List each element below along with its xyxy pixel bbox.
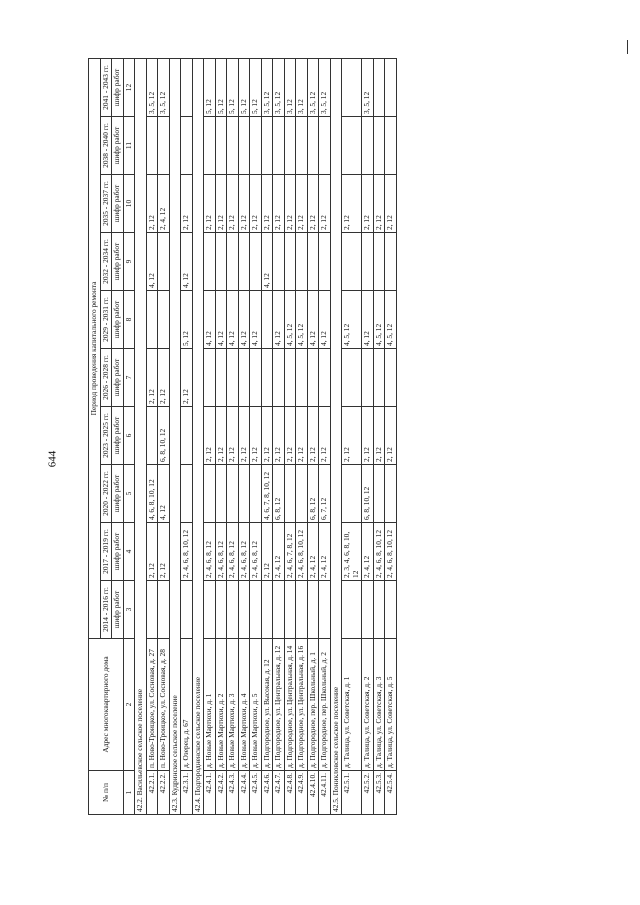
work-codes-cell: 2, 4, 12 bbox=[158, 175, 170, 233]
work-codes-cell bbox=[342, 349, 362, 407]
header-colnum: 11 bbox=[123, 117, 135, 175]
row-index: 42.5.2. bbox=[362, 771, 374, 815]
header-address: Адрес многоквартирного дома bbox=[89, 639, 124, 771]
header-sub: шифр работ bbox=[112, 58, 124, 116]
header-period: 2038 - 2040 гг. bbox=[100, 117, 112, 175]
work-codes-cell: 2, 12 bbox=[296, 175, 308, 233]
row-index: 42.5.1. bbox=[342, 771, 362, 815]
table-header bbox=[89, 58, 135, 814]
row-address: д. Новые Мартюхи, д. 5 bbox=[250, 639, 262, 771]
work-codes-cell: 3, 12 bbox=[284, 58, 296, 116]
table-row bbox=[158, 58, 170, 814]
work-codes-cell: 5, 12 bbox=[204, 58, 216, 116]
work-codes-cell bbox=[204, 581, 216, 639]
work-codes-cell: 2, 12 bbox=[273, 175, 285, 233]
work-codes-cell: 2, 4, 6, 8, 12 bbox=[204, 523, 216, 581]
work-codes-cell: 4, 5, 12 bbox=[296, 291, 308, 349]
work-codes-cell: 3, 5, 12 bbox=[261, 58, 273, 116]
work-codes-cell: 2, 4, 12 bbox=[273, 523, 285, 581]
header-colnum: 2 bbox=[123, 639, 135, 771]
work-codes-cell: 2, 4, 6, 7, 8, 12 bbox=[284, 523, 296, 581]
work-codes-cell: 2, 12 bbox=[227, 407, 239, 465]
row-index: 42.4.9. bbox=[296, 771, 308, 815]
work-codes-cell bbox=[273, 233, 285, 291]
work-codes-cell: 4, 12 bbox=[204, 291, 216, 349]
work-codes-cell bbox=[250, 581, 262, 639]
header-period: 2020 - 2022 гг. bbox=[100, 465, 112, 523]
row-index: 42.4.3. bbox=[227, 771, 239, 815]
row-address: д. Талица, ул. Советская, д. 2 bbox=[362, 639, 374, 771]
work-codes-cell bbox=[296, 465, 308, 523]
row-address: д. Новые Мартюхи, д. 2 bbox=[215, 639, 227, 771]
work-codes-cell bbox=[319, 349, 331, 407]
work-codes-cell: 2, 12 bbox=[227, 175, 239, 233]
work-codes-cell: 2, 12 bbox=[215, 175, 227, 233]
work-codes-cell: 2, 12 bbox=[307, 407, 319, 465]
table-row bbox=[250, 58, 262, 814]
work-codes-cell: 4, 12 bbox=[146, 233, 158, 291]
work-codes-cell bbox=[385, 233, 397, 291]
work-codes-cell bbox=[215, 465, 227, 523]
work-codes-cell: 4, 12 bbox=[250, 291, 262, 349]
work-codes-cell bbox=[227, 117, 239, 175]
work-codes-cell bbox=[227, 233, 239, 291]
row-index: 42.2.2. bbox=[158, 771, 170, 815]
work-codes-cell bbox=[273, 117, 285, 175]
work-codes-cell: 2, 12 bbox=[273, 407, 285, 465]
work-codes-cell: 4, 5, 12 bbox=[284, 291, 296, 349]
work-codes-cell bbox=[146, 291, 158, 349]
work-codes-cell: 4, 12 bbox=[273, 291, 285, 349]
work-codes-cell: 3, 5, 12 bbox=[307, 58, 319, 116]
work-codes-cell: 3, 5, 12 bbox=[319, 58, 331, 116]
work-codes-cell bbox=[284, 465, 296, 523]
table-row bbox=[296, 58, 308, 814]
work-codes-cell bbox=[307, 581, 319, 639]
work-codes-cell bbox=[158, 233, 170, 291]
work-codes-cell bbox=[307, 349, 319, 407]
work-codes-cell bbox=[273, 581, 285, 639]
section-row bbox=[169, 58, 181, 814]
work-codes-cell bbox=[385, 581, 397, 639]
work-codes-cell: 2, 12 bbox=[342, 407, 362, 465]
work-codes-cell: 2, 12 bbox=[204, 175, 216, 233]
work-codes-cell bbox=[307, 233, 319, 291]
work-codes-cell: 2, 4, 6, 8, 10, 12 bbox=[373, 523, 385, 581]
header-sub: шифр работ bbox=[112, 291, 124, 349]
work-codes-cell: 6, 8, 10, 12 bbox=[362, 465, 374, 523]
work-codes-cell bbox=[146, 581, 158, 639]
work-codes-cell: 4, 5, 12 bbox=[342, 291, 362, 349]
header-colnum: 4 bbox=[123, 523, 135, 581]
work-codes-cell bbox=[181, 465, 193, 523]
table-row bbox=[204, 58, 216, 814]
work-codes-cell bbox=[181, 117, 193, 175]
row-address: д. Талица, ул. Советская, д. 1 bbox=[342, 639, 362, 771]
header-sub: шифр работ bbox=[112, 407, 124, 465]
work-codes-cell bbox=[284, 349, 296, 407]
row-address: п. Ново-Троицкое, ул. Сосновая, д. 28 bbox=[158, 639, 170, 771]
work-codes-cell: 2, 4, 6, 8, 10, 12 bbox=[296, 523, 308, 581]
work-codes-cell: 2, 12 bbox=[250, 175, 262, 233]
row-index: 42.4.6. bbox=[261, 771, 273, 815]
work-codes-cell: 3, 5, 12 bbox=[146, 58, 158, 116]
header-sub: шифр работ bbox=[112, 465, 124, 523]
work-codes-cell bbox=[238, 117, 250, 175]
work-codes-cell: 4, 6, 7, 8, 10, 12 bbox=[261, 465, 273, 523]
work-codes-cell: 2, 12 bbox=[296, 407, 308, 465]
header-colnum: 10 bbox=[123, 175, 135, 233]
header-period: 2035 - 2037 гг. bbox=[100, 175, 112, 233]
work-codes-cell: 2, 12 bbox=[261, 523, 273, 581]
row-index: 42.4.8. bbox=[284, 771, 296, 815]
work-codes-cell: 3, 12 bbox=[296, 58, 308, 116]
table-row bbox=[227, 58, 239, 814]
work-codes-cell bbox=[146, 407, 158, 465]
section-row bbox=[192, 58, 204, 814]
work-codes-cell bbox=[296, 117, 308, 175]
work-codes-cell: 2, 12 bbox=[250, 407, 262, 465]
work-codes-cell bbox=[319, 233, 331, 291]
work-codes-cell bbox=[373, 581, 385, 639]
work-codes-cell bbox=[273, 349, 285, 407]
work-codes-cell bbox=[181, 407, 193, 465]
work-codes-cell bbox=[342, 117, 362, 175]
row-address: д. Талица, ул. Советская, д. 5 bbox=[385, 639, 397, 771]
table-body bbox=[135, 58, 397, 814]
work-codes-cell bbox=[373, 117, 385, 175]
row-index: 42.4.4. bbox=[238, 771, 250, 815]
row-index: 42.2.1. bbox=[146, 771, 158, 815]
work-codes-cell: 2, 12 bbox=[373, 407, 385, 465]
work-codes-cell bbox=[215, 349, 227, 407]
header-colnum: 8 bbox=[123, 291, 135, 349]
section-title: 42.2. Васильевское сельское поселение bbox=[135, 58, 147, 814]
work-codes-cell: 4, 6, 8, 10, 12 bbox=[146, 465, 158, 523]
work-codes-cell bbox=[227, 349, 239, 407]
work-codes-cell bbox=[238, 465, 250, 523]
section-title: 42.3. Кудринское сельское поселение bbox=[169, 58, 181, 814]
header-period: 2029 - 2031 гг. bbox=[100, 291, 112, 349]
header-colnum: 1 bbox=[123, 771, 135, 815]
header-period: 2023 - 2025 гг. bbox=[100, 407, 112, 465]
work-codes-cell bbox=[373, 58, 385, 116]
work-codes-cell bbox=[319, 581, 331, 639]
table-row bbox=[362, 58, 374, 814]
work-codes-cell: 6, 8, 10, 12 bbox=[158, 407, 170, 465]
section-row bbox=[135, 58, 147, 814]
work-codes-cell bbox=[158, 291, 170, 349]
work-codes-cell bbox=[385, 465, 397, 523]
table-row bbox=[319, 58, 331, 814]
table-row bbox=[373, 58, 385, 814]
section-title: 42.5. Поникловское сельское поселение bbox=[330, 58, 342, 814]
table-row bbox=[238, 58, 250, 814]
work-codes-cell: 2, 12 bbox=[362, 175, 374, 233]
work-codes-cell: 2, 12 bbox=[158, 349, 170, 407]
row-index: 42.4.10. bbox=[307, 771, 319, 815]
work-codes-cell bbox=[342, 58, 362, 116]
work-codes-cell bbox=[158, 581, 170, 639]
header-num: № п/п bbox=[89, 771, 124, 815]
work-codes-cell: 2, 12 bbox=[146, 523, 158, 581]
work-codes-cell bbox=[215, 581, 227, 639]
work-codes-cell bbox=[181, 58, 193, 116]
table-row bbox=[342, 58, 362, 814]
header-sub: шифр работ bbox=[112, 233, 124, 291]
table-row bbox=[385, 58, 397, 814]
work-codes-cell: 4, 5, 12 bbox=[373, 291, 385, 349]
work-codes-cell: 2, 4, 6, 8, 10, 12 bbox=[385, 523, 397, 581]
work-codes-cell bbox=[284, 117, 296, 175]
table-row bbox=[215, 58, 227, 814]
row-address: д. Подгородное, ул. Центральная, д. 14 bbox=[284, 639, 296, 771]
header-period: 2017 - 2019 гг. bbox=[100, 523, 112, 581]
work-codes-cell bbox=[342, 233, 362, 291]
row-index: 42.4.1. bbox=[204, 771, 216, 815]
work-codes-cell bbox=[158, 117, 170, 175]
work-codes-cell bbox=[307, 117, 319, 175]
header-row-1 bbox=[89, 58, 101, 814]
work-codes-cell bbox=[227, 581, 239, 639]
work-codes-cell bbox=[385, 58, 397, 116]
work-codes-cell bbox=[284, 233, 296, 291]
work-codes-cell: 4, 5, 12 bbox=[385, 291, 397, 349]
work-codes-cell bbox=[362, 117, 374, 175]
work-codes-cell: 6, 7, 12 bbox=[319, 465, 331, 523]
row-address: д. Озерец, д. 67 bbox=[181, 639, 193, 771]
work-codes-cell bbox=[238, 581, 250, 639]
work-codes-cell: 2, 12 bbox=[307, 175, 319, 233]
work-codes-cell: 4, 12 bbox=[362, 291, 374, 349]
work-codes-cell bbox=[181, 581, 193, 639]
work-codes-cell bbox=[250, 233, 262, 291]
work-codes-cell bbox=[250, 117, 262, 175]
work-codes-cell bbox=[284, 581, 296, 639]
work-codes-cell: 2, 12 bbox=[284, 175, 296, 233]
work-codes-cell: 2, 12 bbox=[238, 175, 250, 233]
row-index: 42.3.1. bbox=[181, 771, 193, 815]
work-codes-cell: 4, 12 bbox=[227, 291, 239, 349]
work-codes-cell: 6, 8, 12 bbox=[273, 465, 285, 523]
work-codes-cell: 2, 12 bbox=[385, 175, 397, 233]
work-codes-cell: 2, 4, 6, 8, 12 bbox=[215, 523, 227, 581]
work-codes-cell: 4, 12 bbox=[158, 465, 170, 523]
row-address: д. Новые Мартюхи, д. 1 bbox=[204, 639, 216, 771]
repair-schedule-sheet bbox=[88, 59, 397, 815]
work-codes-cell bbox=[362, 581, 374, 639]
work-codes-cell bbox=[373, 233, 385, 291]
work-codes-cell: 2, 12 bbox=[181, 175, 193, 233]
work-codes-cell bbox=[204, 233, 216, 291]
work-codes-cell: 2, 4, 12 bbox=[319, 523, 331, 581]
work-codes-cell bbox=[296, 349, 308, 407]
work-codes-cell bbox=[238, 349, 250, 407]
work-codes-cell: 2, 4, 6, 8, 10, 12 bbox=[181, 523, 193, 581]
row-index: 42.4.5. bbox=[250, 771, 262, 815]
work-codes-cell: 5, 12 bbox=[227, 58, 239, 116]
work-codes-cell bbox=[250, 465, 262, 523]
work-codes-cell: 3, 5, 12 bbox=[362, 58, 374, 116]
row-address: д. Новые Мартюхи, д. 4 bbox=[238, 639, 250, 771]
work-codes-cell bbox=[373, 349, 385, 407]
work-codes-cell bbox=[261, 117, 273, 175]
work-codes-cell bbox=[250, 349, 262, 407]
header-period: 2026 - 2028 гг. bbox=[100, 349, 112, 407]
row-index: 42.4.7. bbox=[273, 771, 285, 815]
table-row bbox=[273, 58, 285, 814]
work-codes-cell: 2, 4, 6, 8, 12 bbox=[250, 523, 262, 581]
work-codes-cell: 6, 8, 12 bbox=[307, 465, 319, 523]
work-codes-cell: 5, 12 bbox=[238, 58, 250, 116]
work-codes-cell: 5, 12 bbox=[181, 291, 193, 349]
header-period: 2041 - 2043 гг. bbox=[100, 58, 112, 116]
work-codes-cell: 2, 12 bbox=[181, 349, 193, 407]
header-sub: шифр работ bbox=[112, 349, 124, 407]
row-index: 42.4.2. bbox=[215, 771, 227, 815]
work-codes-cell: 4, 12 bbox=[181, 233, 193, 291]
work-codes-cell: 2, 4, 6, 8, 12 bbox=[238, 523, 250, 581]
row-address: д. Талица, ул. Советская, д. 3 bbox=[373, 639, 385, 771]
header-colnum: 9 bbox=[123, 233, 135, 291]
work-codes-cell bbox=[227, 465, 239, 523]
work-codes-cell: 2, 4, 12 bbox=[307, 523, 319, 581]
row-address: д. Подгородное, ул. Высокая, д. 12 bbox=[261, 639, 273, 771]
work-codes-cell bbox=[373, 465, 385, 523]
work-codes-cell: 5, 12 bbox=[215, 58, 227, 116]
header-sub: шифр работ bbox=[112, 581, 124, 639]
header-colnum: 6 bbox=[123, 407, 135, 465]
header-period-title: Период проведения капитального ремонта bbox=[89, 58, 101, 638]
row-address: д. Подгородное, пер. Школьный, д. 2 bbox=[319, 639, 331, 771]
row-address: д. Подгородное, пер. Школьный, д. 1 bbox=[307, 639, 319, 771]
work-codes-cell bbox=[261, 349, 273, 407]
work-codes-cell bbox=[362, 233, 374, 291]
work-codes-cell: 3, 5, 12 bbox=[273, 58, 285, 116]
work-codes-cell: 2, 12 bbox=[319, 175, 331, 233]
work-codes-cell: 2, 12 bbox=[261, 407, 273, 465]
table-row bbox=[261, 58, 273, 814]
work-codes-cell bbox=[342, 465, 362, 523]
row-index: 42.5.4. bbox=[385, 771, 397, 815]
work-codes-cell: 5, 12 bbox=[250, 58, 262, 116]
work-codes-cell: 2, 12 bbox=[373, 175, 385, 233]
work-codes-cell: 4, 12 bbox=[238, 291, 250, 349]
work-codes-cell: 2, 12 bbox=[238, 407, 250, 465]
work-codes-cell: 4, 12 bbox=[319, 291, 331, 349]
work-codes-cell bbox=[238, 233, 250, 291]
table-row bbox=[181, 58, 193, 814]
work-codes-cell: 2, 12 bbox=[284, 407, 296, 465]
work-codes-cell: 2, 12 bbox=[319, 407, 331, 465]
header-colnum: 3 bbox=[123, 581, 135, 639]
header-sub: шифр работ bbox=[112, 175, 124, 233]
work-codes-cell bbox=[296, 581, 308, 639]
row-address: д. Подгородное, ул. Центральная, д. 12 bbox=[273, 639, 285, 771]
work-codes-cell bbox=[362, 349, 374, 407]
table-row bbox=[284, 58, 296, 814]
work-codes-cell bbox=[261, 291, 273, 349]
work-codes-cell bbox=[146, 117, 158, 175]
work-codes-cell: 2, 12 bbox=[146, 175, 158, 233]
repair-schedule-table bbox=[88, 58, 397, 815]
row-address: п. Ново-Троицкое, ул. Сосновая, д. 27 bbox=[146, 639, 158, 771]
work-codes-cell: 2, 12 bbox=[385, 407, 397, 465]
work-codes-cell bbox=[215, 117, 227, 175]
work-codes-cell: 2, 12 bbox=[146, 349, 158, 407]
table-row bbox=[307, 58, 319, 814]
header-colnum: 5 bbox=[123, 465, 135, 523]
table-row bbox=[146, 58, 158, 814]
row-address: д. Новые Мартюхи, д. 3 bbox=[227, 639, 239, 771]
work-codes-cell: 2, 4, 12 bbox=[362, 523, 374, 581]
work-codes-cell: 2, 12 bbox=[158, 523, 170, 581]
work-codes-cell: 4, 12 bbox=[307, 291, 319, 349]
work-codes-cell: 2, 12 bbox=[261, 175, 273, 233]
work-codes-cell: 2, 12 bbox=[204, 407, 216, 465]
row-index: 42.5.3. bbox=[373, 771, 385, 815]
work-codes-cell: 2, 4, 6, 8, 12 bbox=[227, 523, 239, 581]
row-index: 42.4.11. bbox=[319, 771, 331, 815]
header-sub: шифр работ bbox=[112, 523, 124, 581]
work-codes-cell: 4, 12 bbox=[215, 291, 227, 349]
header-colnum: 12 bbox=[123, 58, 135, 116]
work-codes-cell bbox=[385, 117, 397, 175]
work-codes-cell bbox=[319, 117, 331, 175]
header-period: 2032 - 2034 гг. bbox=[100, 233, 112, 291]
work-codes-cell: 4, 12 bbox=[261, 233, 273, 291]
section-title: 42.4. Подгородненское сельское поселение bbox=[192, 58, 204, 814]
row-address: д. Подгородное, ул. Центральная, д. 16 bbox=[296, 639, 308, 771]
work-codes-cell: 2, 12 bbox=[362, 407, 374, 465]
header-period: 2014 - 2016 гг. bbox=[100, 581, 112, 639]
work-codes-cell: 2, 3, 4, 6, 8, 10, 12 bbox=[342, 523, 362, 581]
work-codes-cell: 2, 12 bbox=[215, 407, 227, 465]
work-codes-cell bbox=[261, 581, 273, 639]
work-codes-cell bbox=[204, 117, 216, 175]
work-codes-cell: 2, 12 bbox=[342, 175, 362, 233]
work-codes-cell bbox=[204, 349, 216, 407]
work-codes-cell bbox=[385, 349, 397, 407]
work-codes-cell bbox=[204, 465, 216, 523]
section-row bbox=[330, 58, 342, 814]
header-sub: шифр работ bbox=[112, 117, 124, 175]
work-codes-cell bbox=[215, 233, 227, 291]
header-colnum: 7 bbox=[123, 349, 135, 407]
header-row-colnums bbox=[123, 58, 135, 814]
work-codes-cell bbox=[342, 581, 362, 639]
work-codes-cell: 3, 5, 12 bbox=[158, 58, 170, 116]
page-number: 644 bbox=[46, 450, 59, 468]
work-codes-cell bbox=[296, 233, 308, 291]
